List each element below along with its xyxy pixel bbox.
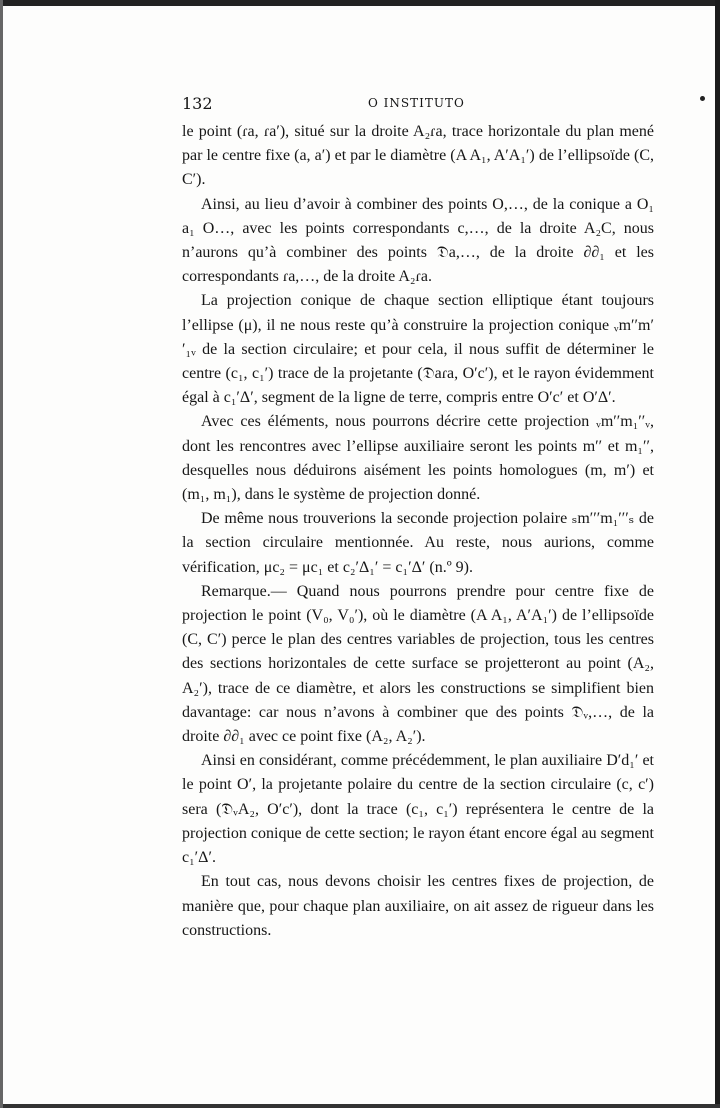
scan-border-bottom <box>0 1104 720 1108</box>
body-text <box>182 120 654 943</box>
paragraph: le point (ɾa, ɾa′), situé sur la droite A₂ɾa, trace horizontale du plan mené par le centre fixe (a, a′) et par le diamètre (A A₁, A′A₁′) de l’ellipsoïde (C, C′). <box>182 123 654 189</box>
paragraph: Ainsi, au lieu d’avoir à combiner des points O,…, de la conique a O₁ a₁ O…, avec les points correspondants c,…, de la droite A₂C, nous n’aurons qu’à combiner des points 𝔇a,…, de la droite ∂∂₁ et les correspondants ɾa,…, de la droite A₂ɾa. <box>182 195 654 286</box>
running-title: O INSTITUTO <box>368 96 465 110</box>
scan-border-left <box>0 0 3 1108</box>
page-number: 132 <box>182 94 213 113</box>
scan-border-right <box>715 0 720 1108</box>
scan-border-top <box>0 0 720 6</box>
paragraph: De même nous trouverions la seconde projection polaire ₛm′′′m₁′′′ₛ de la section circulaire mentionnée. Au reste, nous aurions, comme vérification, μc₂ = μc₁ et c₂′Δ₁′ = c₁′Δ′ (n.º 9). <box>182 510 654 576</box>
paragraph-remarque: Remarque.— Quand nous pourrons prendre pour centre fixe de projection le point (V₀, V₀′), où le diamètre (A A₁, A′A₁′) de l’ellipsoïde (C, C′) perce le plan des centres variables de projection, tous les centres des sections horizontales de cette surface se projetteront au point (A₂, A₂′), trace de ce diamètre, et alors les constructions se simplifient bien davantage: car nous n’avons à combiner que des points 𝔇ᵥ,…, de la droite ∂∂₁ avec ce point fixe (A₂, A₂′). <box>182 582 654 746</box>
paragraph: Avec ces éléments, nous pourrons décrire cette projection ᵥm′′m₁′′ᵥ, dont les rencontres avec l’ellipse auxiliaire seront les points m′′ et m₁′′, desquelles nous déduirons aisément les points homologues (m, m′) et (m₁, m₁), dans le système de projection donné. <box>182 413 654 504</box>
paragraph: Ainsi en considérant, comme précédemment, le plan auxiliaire D′d₁′ et le point O′, la projetante polaire du centre de la section circulaire (c, c′) sera (𝔇ᵥA₂, O′c′), dont la trace (c₁, c₁′) représentera le centre de la projection conique de cette section; le rayon étant encore égal au segment c₁′Δ′. <box>182 752 654 867</box>
paragraph: La projection conique de chaque section elliptique étant toujours l’ellipse (μ), il ne nous reste qu’à construire la projection conique ᵥm′′m′′₁ᵥ de la section circulaire; et pour cela, il nous suffit de déterminer le centre (c₁, c₁′) trace de la projetante (𝔇aɾa, O′c′), et le rayon évidemment égal à c₁′Δ′, segment de la ligne de terre, compris entre O′c′ et O′Δ′. <box>182 292 654 407</box>
book-page <box>182 94 654 943</box>
running-head <box>182 94 654 120</box>
ink-speck <box>700 96 705 101</box>
paragraph: En tout cas, nous devons choisir les centres fixes de projection, de manière que, pour chaque plan auxiliaire, on ait assez de rigueur dans les constructions. <box>182 873 654 939</box>
